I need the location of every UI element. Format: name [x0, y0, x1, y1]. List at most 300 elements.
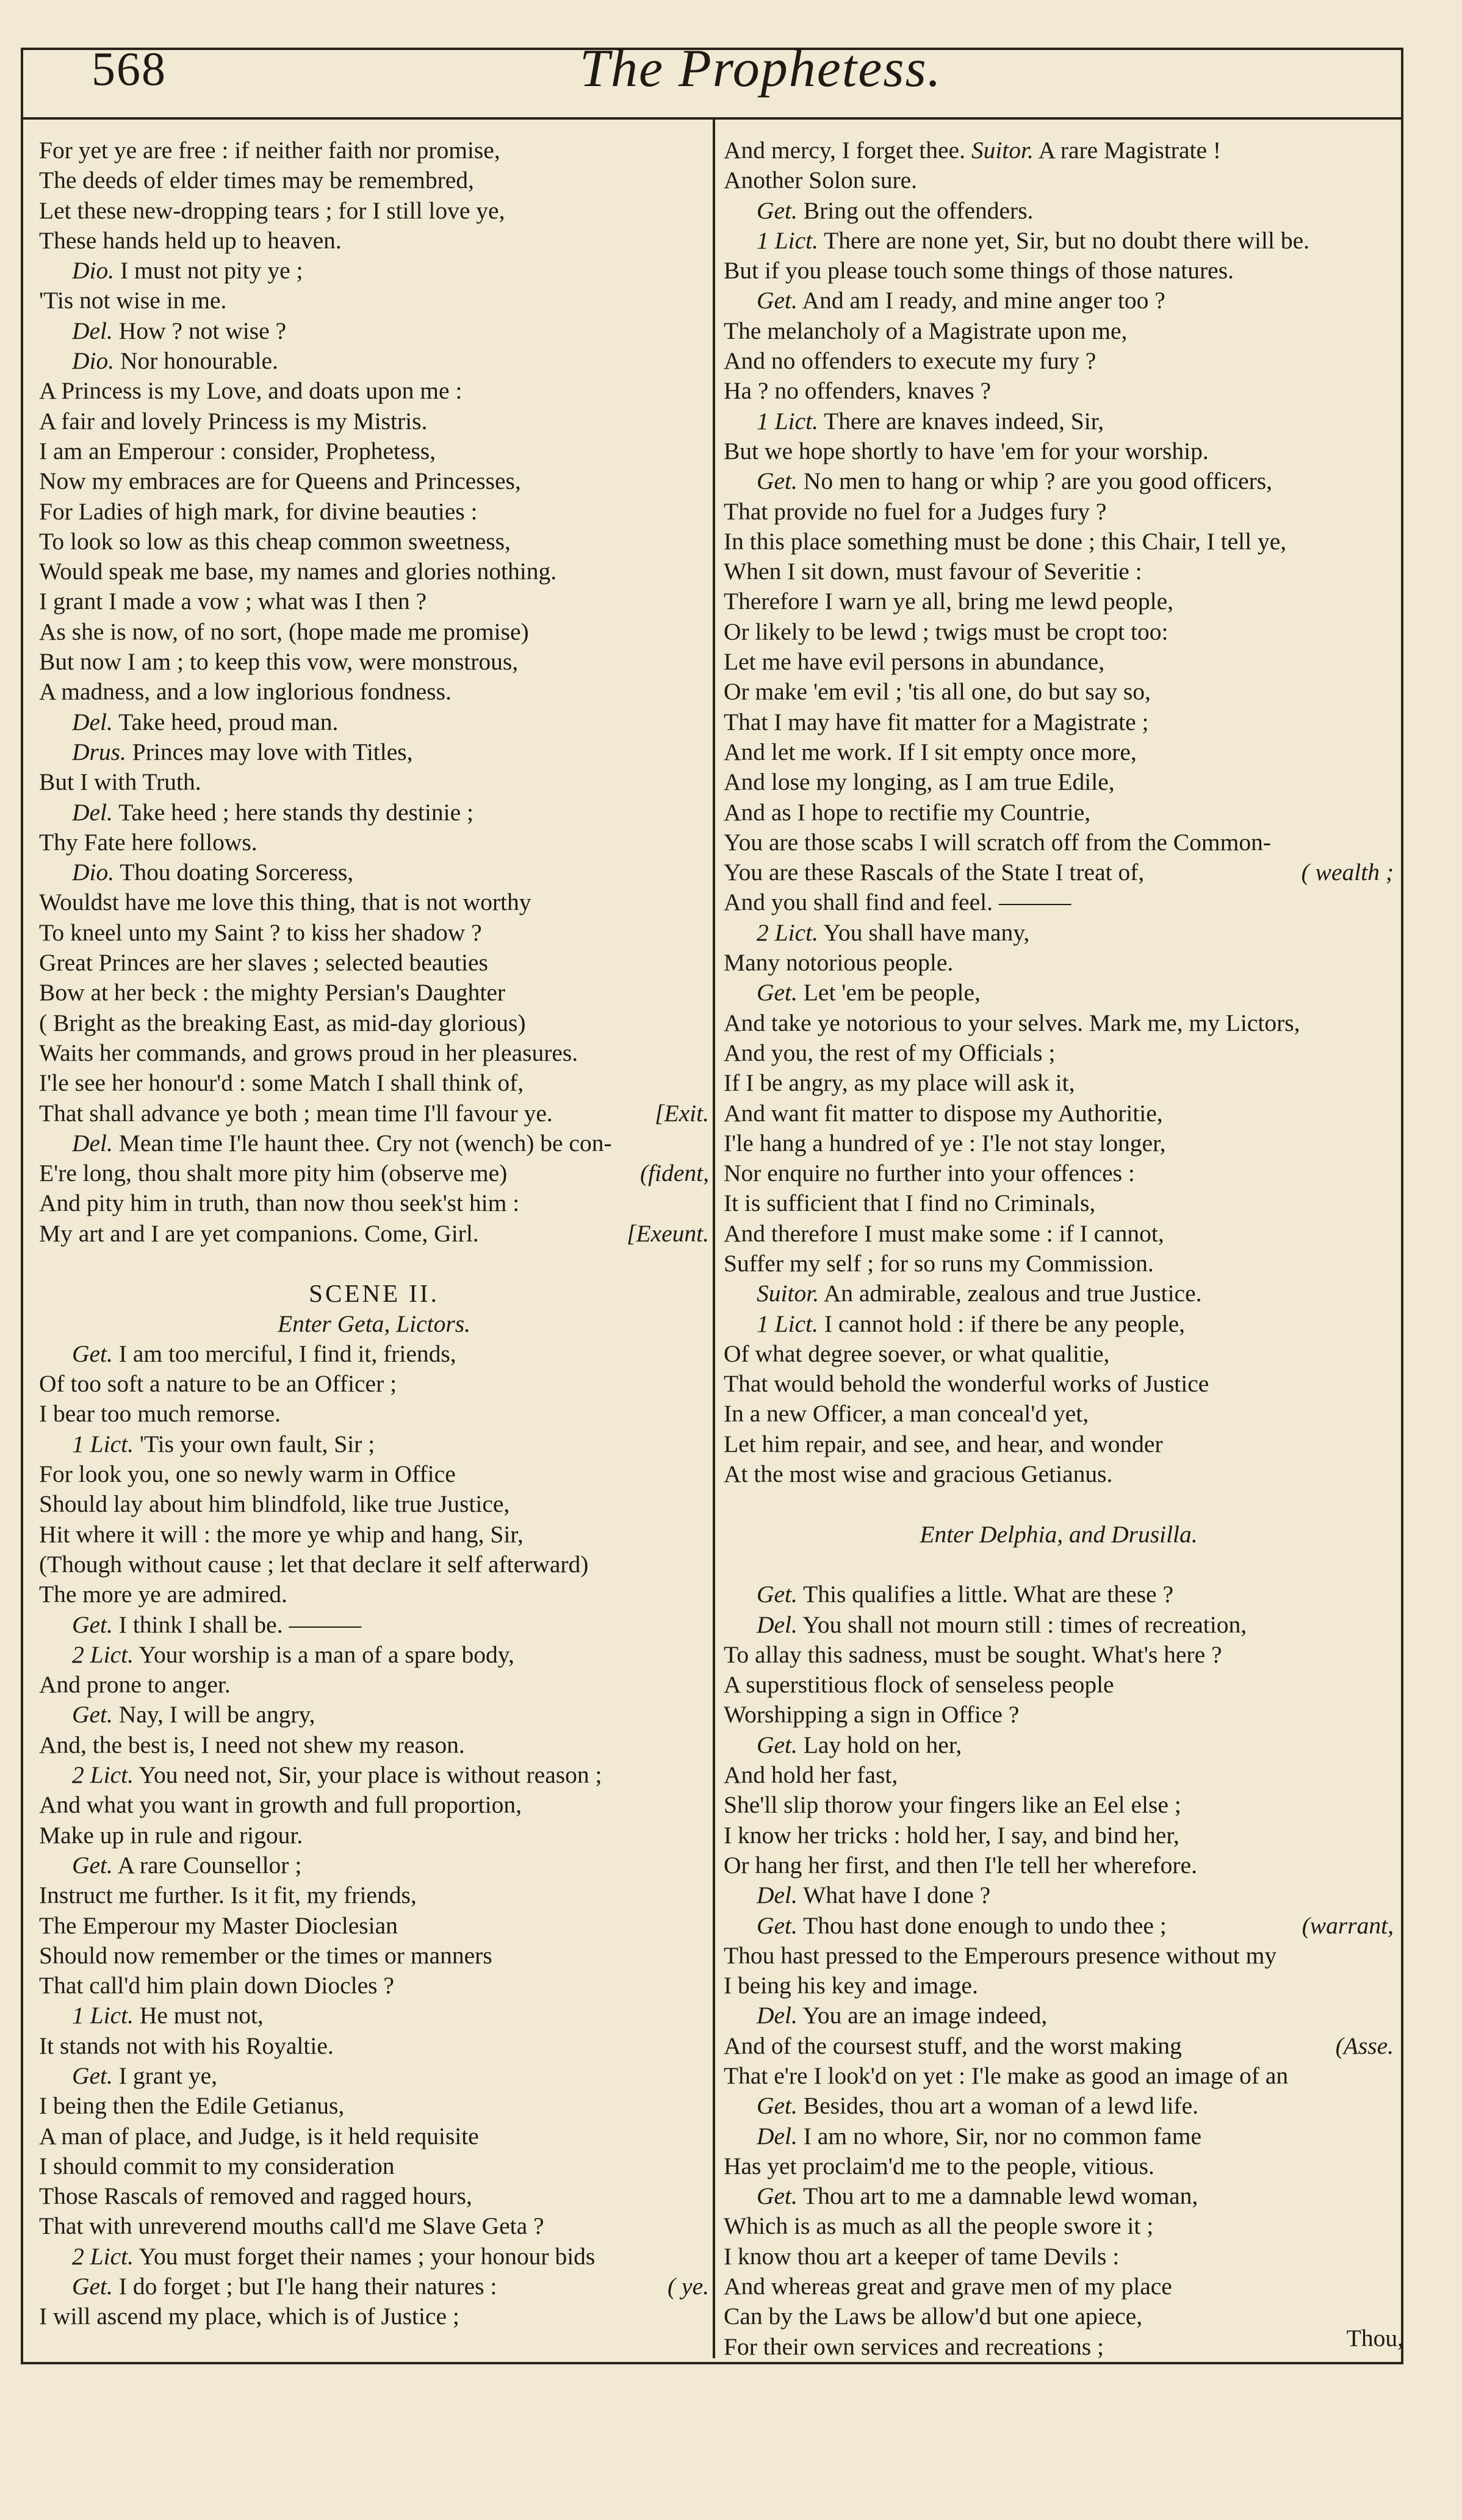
verse-line	[39, 1821, 709, 1850]
line-text: I being then the Edile Getianus,	[39, 2092, 345, 2120]
verse-line	[724, 135, 1394, 165]
verse-line	[39, 1850, 709, 1880]
verse-line	[39, 2272, 709, 2302]
verse-line	[724, 707, 1394, 737]
line-text: Princes may love with Titles,	[132, 738, 413, 765]
verse-line	[724, 828, 1394, 857]
verse-line	[724, 2181, 1394, 2211]
verse-line	[39, 557, 709, 587]
line-text: Nor honourable.	[120, 347, 278, 375]
line-text: Another Solon sure.	[724, 167, 918, 194]
line-text: And prone to anger.	[39, 1671, 231, 1699]
line-text: Would speak me base, my names and glories nothing.	[39, 558, 557, 585]
line-text: Thy Fate here follows.	[39, 828, 257, 856]
line-text: You need not, Sir, your place is without reason ;	[139, 1761, 602, 1789]
line-text: Bring out the offenders.	[803, 197, 1034, 224]
speaker-name: Dio.	[72, 859, 115, 886]
verse-line	[724, 1399, 1394, 1429]
line-text: I think I shall be. ———	[118, 1611, 361, 1638]
speaker-name: 2 Lict.	[757, 919, 818, 946]
verse-line	[724, 165, 1394, 195]
verse-line	[39, 1459, 709, 1489]
line-text: In a new Officer, a man conceal'd yet,	[724, 1400, 1089, 1428]
verse-line	[39, 1099, 709, 1128]
line-text: Thou hast done enough to undo thee ;	[803, 1912, 1167, 1939]
turnover-text: ( ye.	[668, 2273, 709, 2300]
line-text: He must not,	[139, 2002, 264, 2029]
line-text: And whereas great and grave men of my place	[724, 2273, 1172, 2300]
line-text: You must forget their names ; your honour bids	[139, 2242, 596, 2270]
line-text: Mean time I'le haunt thee. Cry not (wench) be con-	[118, 1129, 612, 1157]
line-text: You are those scabs I will scratch off from the Common-	[724, 828, 1272, 856]
line-text: And you shall find and feel. ———	[724, 889, 1071, 916]
verse-line	[39, 1219, 709, 1249]
verse-line	[39, 2151, 709, 2181]
header-rule	[21, 117, 1403, 120]
speaker-name: Del.	[72, 1129, 113, 1157]
speaker-name: Suitor.	[971, 137, 1034, 164]
line-text: Those Rascals of removed and ragged hours,	[39, 2182, 472, 2210]
speaker-name: Get.	[757, 197, 798, 224]
verse-line	[39, 497, 709, 527]
verse-line	[39, 1941, 709, 1971]
line-text: For their own services and recreations ;	[724, 2333, 1104, 2360]
line-text: Let these new-dropping tears ; for I still love ye,	[39, 197, 505, 224]
line-text: You are these Rascals of the State I treat of,	[724, 859, 1145, 886]
speaker-name: Del.	[757, 1611, 798, 1638]
turnover-text: (fident,	[640, 1160, 709, 1187]
line-text: And what you want in growth and full proportion,	[39, 1791, 522, 1819]
verse-line	[724, 1821, 1394, 1850]
verse-line	[39, 1911, 709, 1941]
blank-line	[724, 1489, 1394, 1519]
line-text: And no offenders to execute my fury ?	[724, 347, 1096, 375]
verse-line	[724, 1219, 1394, 1249]
line-text: A Princess is my Love, and doats upon me :	[39, 377, 463, 405]
verse-line	[724, 2061, 1394, 2091]
line-text: I grant ye,	[118, 2062, 218, 2089]
verse-line	[39, 2061, 709, 2091]
verse-line	[724, 1790, 1394, 1820]
line-text: Instruct me further. Is it fit, my friends,	[39, 1882, 417, 1909]
line-text: How ? not wise ?	[118, 317, 287, 344]
line-text: You shall not mourn still : times of recreation,	[802, 1611, 1247, 1638]
verse-line	[724, 1459, 1394, 1489]
verse-line	[724, 1610, 1394, 1640]
verse-line	[724, 647, 1394, 677]
verse-line	[724, 887, 1394, 917]
line-text: When I sit down, must favour of Severitie :	[724, 558, 1142, 585]
line-text: I grant I made a vow ; what was I then ?	[39, 588, 427, 615]
speaker-name: Get.	[757, 468, 798, 495]
speaker-name: Del.	[757, 2122, 798, 2150]
speaker-name: Get.	[72, 1340, 113, 1367]
verse-line	[724, 1068, 1394, 1098]
line-text: But now I am ; to keep this vow, were monstrous,	[39, 648, 519, 676]
verse-line	[39, 1128, 709, 1158]
verse-line	[724, 1008, 1394, 1038]
verse-line	[39, 1760, 709, 1790]
line-text: For look you, one so newly warm in Office	[39, 1460, 456, 1488]
verse-line	[724, 1099, 1394, 1128]
line-text: I am too merciful, I find it, friends,	[118, 1340, 456, 1367]
line-text: That e're I look'd on yet : I'le make as good an image of an	[724, 2062, 1289, 2089]
line-text: Bow at her beck : the mighty Persian's Daughter	[39, 979, 506, 1006]
speaker-name: Get.	[72, 1701, 113, 1728]
verse-line	[724, 1700, 1394, 1730]
line-text: Of too soft a nature to be an Officer ;	[39, 1370, 397, 1398]
line-text: (Though without cause ; let that declare it self afterward)	[39, 1550, 589, 1578]
verse-line	[724, 2001, 1394, 2031]
line-text: Let him repair, and see, and hear, and wonder	[724, 1430, 1163, 1457]
verse-line	[724, 497, 1394, 527]
verse-line	[39, 677, 709, 707]
verse-line	[39, 1068, 709, 1098]
verse-line	[39, 857, 709, 887]
verse-line	[39, 1489, 709, 1519]
verse-line	[39, 165, 709, 195]
line-text: That would behold the wonderful works of Justice	[724, 1370, 1209, 1398]
speaker-name: Drus.	[72, 738, 126, 765]
turnover-text: [Exeunt.	[627, 1219, 709, 1247]
line-text: To allay this sadness, must be sought. What's here ?	[724, 1641, 1222, 1668]
line-text: I am no whore, Sir, nor no common fame	[803, 2122, 1202, 2150]
line-text: Suffer my self ; for so runs my Commission.	[724, 1249, 1154, 1277]
verse-line	[724, 737, 1394, 767]
line-text: I bear too much remorse.	[39, 1400, 281, 1428]
verse-line	[39, 2031, 709, 2061]
line-text: What have I done ?	[803, 1882, 991, 1909]
verse-line	[724, 2031, 1394, 2061]
speaker-name: Get.	[72, 1611, 113, 1638]
line-text: Nor enquire no further into your offences :	[724, 1160, 1135, 1187]
speaker-name: Get.	[757, 2092, 798, 2120]
verse-line	[39, 1038, 709, 1068]
verse-line	[39, 1670, 709, 1700]
verse-line	[724, 1760, 1394, 1790]
verse-line	[724, 1369, 1394, 1399]
speaker-name: 1 Lict.	[72, 2002, 134, 2029]
speaker-name: Dio.	[72, 347, 115, 375]
verse-line	[39, 587, 709, 616]
line-text: That shall advance ye both ; mean time I'll favour ye.	[39, 1099, 553, 1127]
line-text: There are none yet, Sir, but no doubt there will be.	[824, 226, 1309, 254]
line-text: She'll slip thorow your fingers like an Eel else ;	[724, 1791, 1181, 1819]
line-text: There are knaves indeed, Sir,	[824, 407, 1104, 435]
line-text: Lay hold on her,	[803, 1731, 962, 1758]
verse-line	[39, 1188, 709, 1218]
line-text: Ha ? no offenders, knaves ?	[724, 377, 991, 405]
line-text: The deeds of elder times may be remembred,	[39, 167, 474, 194]
line-text: Of what degree soever, or what qualitie,	[724, 1340, 1110, 1367]
speaker-name: Get.	[72, 2273, 113, 2300]
verse-line	[724, 1309, 1394, 1339]
verse-line	[39, 1008, 709, 1038]
verse-line	[39, 978, 709, 1008]
verse-line	[39, 527, 709, 557]
speaker-name: Get.	[757, 2182, 798, 2210]
line-text: Should now remember or the times or manners	[39, 1941, 492, 1969]
verse-line	[39, 2091, 709, 2121]
line-text: As she is now, of no sort, (hope made me promise)	[39, 618, 529, 645]
stage-direction: Enter Delphia, and Drusilla.	[920, 1520, 1198, 1548]
line-text: A man of place, and Judge, is it held requisite	[39, 2122, 479, 2150]
verse-line	[724, 767, 1394, 797]
line-text: Worshipping a sign in Office ?	[724, 1701, 1020, 1728]
speaker-name: Del.	[757, 1882, 798, 1909]
speaker-name: Del.	[72, 798, 113, 826]
verse-line	[39, 1730, 709, 1760]
verse-line	[724, 376, 1394, 406]
line-text: In this place something must be done ; this Chair, I tell ye,	[724, 527, 1287, 555]
line-text: Or hang her first, and then I'le tell her wherefore.	[724, 1851, 1197, 1879]
verse-line	[724, 1640, 1394, 1670]
catchword: Thou,	[1346, 2325, 1403, 2352]
verse-line	[724, 316, 1394, 346]
verse-line	[724, 918, 1394, 948]
verse-line	[724, 1038, 1394, 1068]
verse-line	[724, 617, 1394, 647]
verse-line	[724, 1339, 1394, 1369]
verse-line	[724, 2091, 1394, 2121]
line-text: And, the best is, I need not shew my reason.	[39, 1731, 465, 1758]
line-text: The more ye are admired.	[39, 1581, 287, 1608]
line-text: Take heed ; here stands thy destinie ;	[118, 798, 474, 826]
line-text: Has yet proclaim'd me to the people, vitious.	[724, 2152, 1154, 2179]
verse-line	[39, 135, 709, 165]
line-text: Wouldst have me love this thing, that is not worthy	[39, 889, 531, 916]
verse-line	[39, 1580, 709, 1609]
speaker-name: 1 Lict.	[757, 226, 818, 254]
line-text: And take ye notorious to your selves. Mark me, my Lictors,	[724, 1009, 1300, 1036]
page-number: 568	[92, 42, 167, 95]
verse-line	[724, 857, 1394, 887]
verse-line	[724, 1128, 1394, 1158]
verse-line	[724, 1850, 1394, 1880]
speaker-name: Get.	[72, 2062, 113, 2089]
verse-line	[39, 316, 709, 346]
line-text: A rare Counsellor ;	[117, 1851, 302, 1879]
verse-line	[39, 256, 709, 286]
line-text: It is sufficient that I find no Criminals,	[724, 1190, 1096, 1217]
speaker-name: Del.	[72, 708, 113, 735]
speaker-name: Get.	[757, 979, 798, 1006]
line-text: Make up in rule and rigour.	[39, 1821, 303, 1849]
speaker-name: Get.	[757, 287, 798, 314]
running-title: The Prophetess.	[580, 39, 942, 98]
verse-line	[724, 978, 1394, 1008]
line-text: Which is as much as all the people swore it ;	[724, 2212, 1154, 2240]
turnover-text: (warrant,	[1302, 1912, 1394, 1939]
speaker-name: 1 Lict.	[757, 407, 818, 435]
verse-line	[724, 1279, 1394, 1309]
verse-line	[724, 286, 1394, 316]
verse-line	[39, 226, 709, 256]
line-text: This qualifies a little. What are these ?	[803, 1581, 1174, 1608]
line-text: A superstitious flock of senseless people	[724, 1671, 1114, 1699]
verse-line	[724, 1429, 1394, 1459]
line-text: Let 'em be people,	[803, 979, 981, 1006]
line-text: I do forget ; but I'le hang their natures :	[118, 2273, 497, 2300]
verse-line	[724, 2151, 1394, 2181]
verse-line	[39, 2181, 709, 2211]
verse-line	[39, 466, 709, 496]
line-text: E're long, thou shalt more pity him (observe me)	[39, 1160, 508, 1187]
line-text: No men to hang or whip ? are you good officers,	[803, 468, 1273, 495]
speaker-name: 2 Lict.	[72, 2242, 134, 2270]
verse-line	[39, 647, 709, 677]
verse-line	[724, 256, 1394, 286]
line-text: But I with Truth.	[39, 768, 201, 796]
verse-line	[724, 1911, 1394, 1941]
line-text: I should commit to my consideration	[39, 2152, 395, 2179]
verse-line	[39, 828, 709, 857]
turnover-text: [Exit.	[655, 1099, 709, 1127]
line-text: And let me work. If I sit empty once more,	[724, 738, 1137, 765]
verse-line	[39, 406, 709, 436]
line-text: These hands held up to heaven.	[39, 226, 342, 254]
left-column	[39, 135, 709, 2332]
line-text: That with unreverend mouths call'd me Slave Geta ?	[39, 2212, 544, 2240]
line-text: Hit where it will : the more ye whip and hang, Sir,	[39, 1520, 524, 1548]
line-text: And am I ready, and mine anger too ?	[802, 287, 1165, 314]
verse-line	[724, 1158, 1394, 1188]
line-text: I know her tricks : hold her, I say, and bind her,	[724, 1821, 1179, 1849]
line-text: Thou art to me a damnable lewd woman,	[803, 2182, 1198, 2210]
verse-line	[39, 436, 709, 466]
verse-line	[724, 466, 1394, 496]
verse-line	[724, 798, 1394, 828]
line-text: And you, the rest of my Officials ;	[724, 1039, 1056, 1066]
speaker-name: Get.	[757, 1731, 798, 1758]
verse-line	[39, 1399, 709, 1429]
turnover-text: (Asse.	[1335, 2032, 1394, 2059]
speaker-name: Del.	[757, 2002, 798, 2029]
line-text: Should lay about him blindfold, like true Justice,	[39, 1490, 510, 1518]
line-text: And therefore I must make some : if I cannot,	[724, 1219, 1164, 1247]
line-text: I cannot hold : if there be any people,	[824, 1310, 1186, 1337]
verse-line	[724, 2302, 1394, 2331]
speaker-name: Suitor.	[757, 1280, 819, 1307]
blank-line	[39, 1249, 709, 1279]
speaker-name: 1 Lict.	[72, 1430, 134, 1457]
verse-line	[724, 1971, 1394, 2001]
verse-line	[39, 887, 709, 917]
line-text: It stands not with his Royaltie.	[39, 2032, 334, 2059]
line-text: Great Princes are her slaves ; selected beauties	[39, 949, 488, 977]
verse-line	[724, 948, 1394, 978]
line-text: An admirable, zealous and true Justice.	[823, 1280, 1202, 1307]
verse-line	[39, 1700, 709, 1730]
verse-line	[724, 2332, 1394, 2362]
verse-line	[39, 1610, 709, 1640]
line-text: And as I hope to rectifie my Countrie,	[724, 798, 1091, 826]
speaker-name: 2 Lict.	[72, 1641, 134, 1668]
line-text: Or make 'em evil ; 'tis all one, do but say so,	[724, 678, 1151, 706]
line-text: I'le hang a hundred of ye : I'le not stay longer,	[724, 1129, 1166, 1157]
line-text: I will ascend my place, which is of Justice ;	[39, 2303, 459, 2330]
line-text: And want fit matter to dispose my Authoritie,	[724, 1099, 1163, 1127]
verse-line	[39, 948, 709, 978]
verse-line	[39, 1880, 709, 1910]
verse-line	[39, 346, 709, 376]
line-text: Your worship is a man of a spare body,	[139, 1641, 514, 1668]
line-text: But if you please touch some things of those natures.	[724, 257, 1234, 284]
verse-line	[39, 2242, 709, 2272]
speaker-name: 2 Lict.	[72, 1761, 134, 1789]
verse-line	[724, 1188, 1394, 1218]
verse-line	[724, 587, 1394, 616]
verse-line	[39, 1550, 709, 1580]
speaker-name: Dio.	[72, 257, 115, 284]
verse-line	[724, 1249, 1394, 1279]
line-text: And lose my longing, as I am true Edile,	[724, 768, 1115, 796]
verse-line	[724, 406, 1394, 436]
verse-line	[39, 1158, 709, 1188]
line-text: At the most wise and gracious Getianus.	[724, 1460, 1113, 1488]
verse-line	[39, 1520, 709, 1550]
line-text: For Ladies of high mark, for divine beauties :	[39, 497, 478, 525]
stage-direction: Enter Geta, Lictors.	[278, 1310, 470, 1337]
verse-line	[39, 1339, 709, 1369]
line-text: Let me have evil persons in abundance,	[724, 648, 1105, 676]
verse-line	[724, 2211, 1394, 2241]
line-text: Can by the Laws be allow'd but one apiece,	[724, 2303, 1143, 2330]
verse-line	[39, 1790, 709, 1820]
speaker-name: Get.	[72, 1851, 113, 1879]
line-text: I am an Emperour : consider, Prophetess,	[39, 437, 436, 464]
blank-line	[724, 1550, 1394, 1580]
line-text: I know thou art a keeper of tame Devils :	[724, 2242, 1120, 2270]
verse-line	[39, 767, 709, 797]
verse-line	[724, 677, 1394, 707]
line-text: Nay, I will be angry,	[118, 1701, 315, 1728]
line-text: Take heed, proud man.	[118, 708, 339, 735]
line-text: To kneel unto my Saint ? to kiss her shadow ?	[39, 919, 482, 946]
verse-line	[39, 2302, 709, 2331]
line-text: 'Tis your own fault, Sir ;	[139, 1430, 375, 1457]
verse-line	[39, 798, 709, 828]
line-text: Now my embraces are for Queens and Princesses,	[39, 468, 521, 495]
line-text: That I may have fit matter for a Magistrate ;	[724, 708, 1149, 735]
speaker-name: Del.	[72, 317, 113, 344]
right-column	[724, 135, 1394, 2362]
line-text: But we hope shortly to have 'em for your worship.	[724, 437, 1209, 464]
line-text: You shall have many,	[823, 919, 1030, 946]
line-text: A fair and lovely Princess is my Mistris.	[39, 407, 428, 435]
verse-line	[39, 737, 709, 767]
line-text: For yet ye are free : if neither faith nor promise,	[39, 137, 500, 164]
line-text: Thou doating Sorceress,	[120, 859, 354, 886]
verse-line	[39, 617, 709, 647]
line-text: The Emperour my Master Dioclesian	[39, 1912, 398, 1939]
verse-line	[39, 376, 709, 406]
verse-line	[724, 527, 1394, 557]
verse-line	[724, 2121, 1394, 2151]
verse-line	[724, 1880, 1394, 1910]
verse-line	[724, 1941, 1394, 1971]
line-text: If I be angry, as my place will ask it,	[724, 1069, 1075, 1097]
turnover-text: ( wealth ;	[1301, 859, 1394, 886]
line-text: ( Bright as the breaking East, as mid-day glorious)	[39, 1009, 526, 1036]
verse-line	[39, 1429, 709, 1459]
column-divider	[713, 120, 715, 2358]
verse-line	[39, 1369, 709, 1399]
verse-line	[39, 286, 709, 316]
line-text: A madness, and a low inglorious fondness.	[39, 678, 452, 706]
line-text: To look so low as this cheap common sweetness,	[39, 527, 511, 555]
line-text: I must not pity ye ;	[120, 257, 303, 284]
